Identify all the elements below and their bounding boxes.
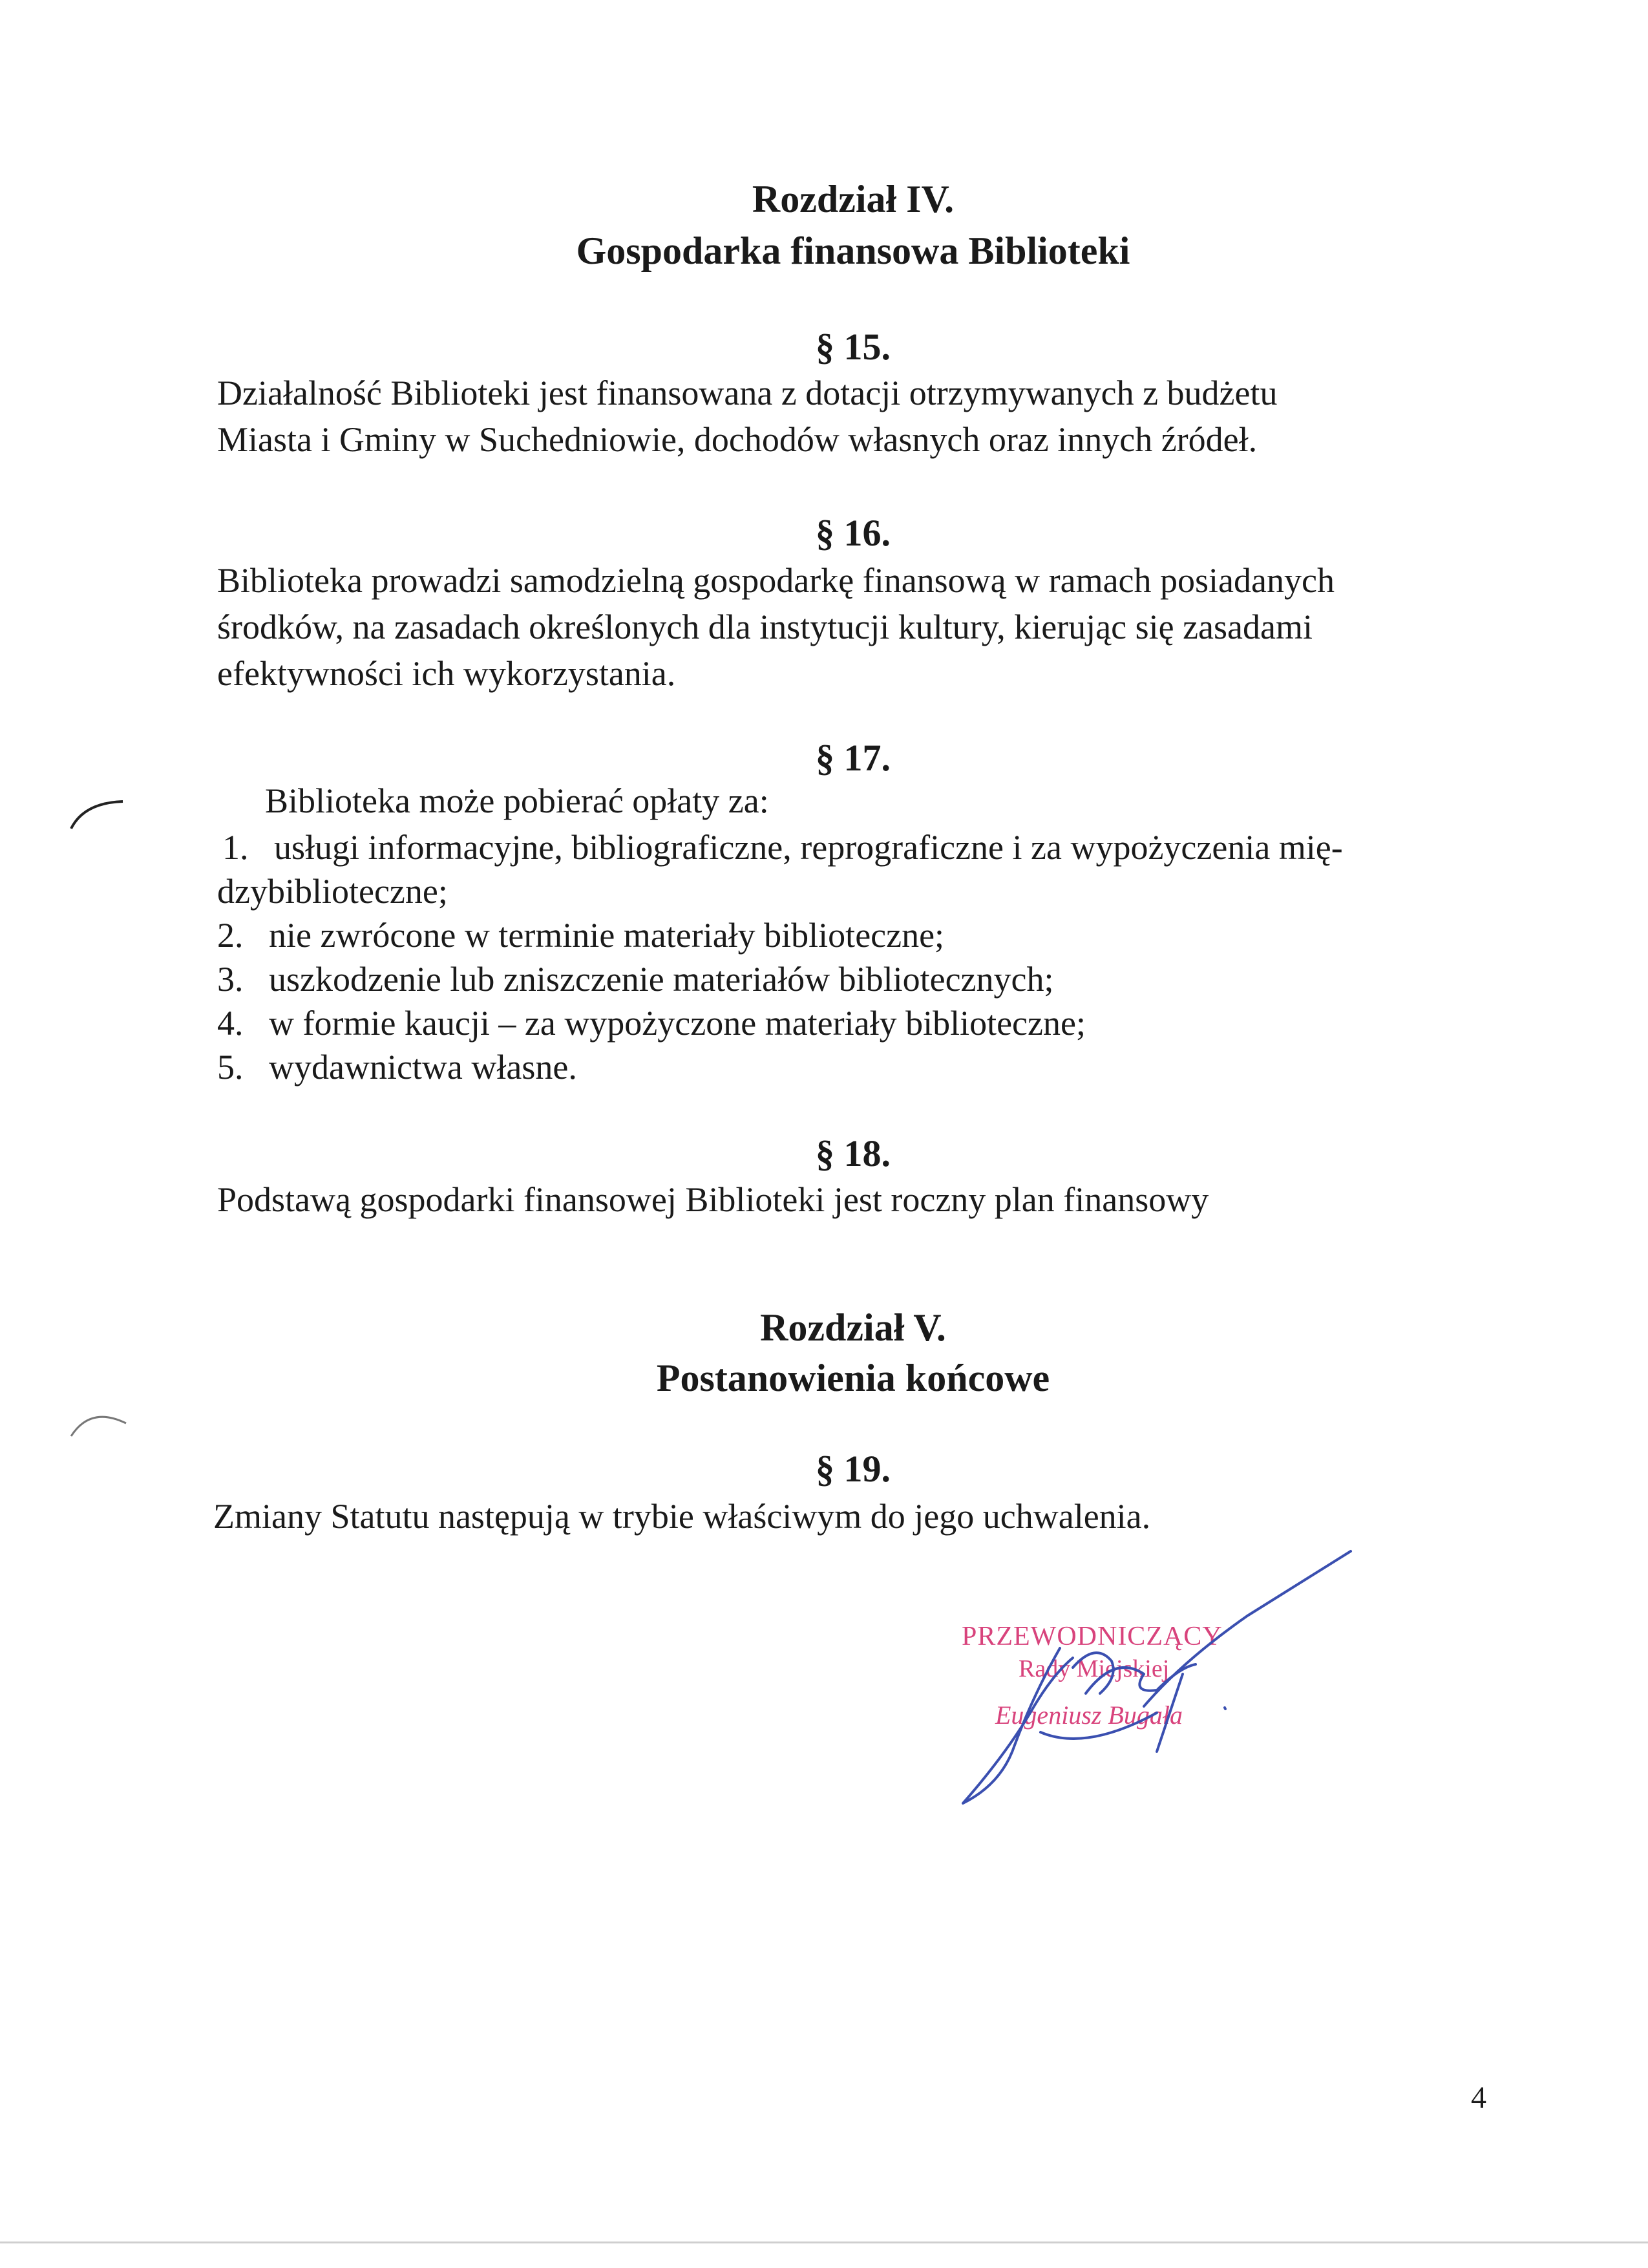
list-item-text: uszkodzenie lub zniszczenie materiałów bibliotecznych; bbox=[269, 960, 1054, 999]
list-item-number: 2. bbox=[217, 916, 244, 955]
page-number: 4 bbox=[1471, 2081, 1486, 2115]
list-item-number: 1. bbox=[222, 828, 249, 867]
chapter-5-title: Rozdział V. bbox=[760, 1306, 946, 1349]
list-item-continuation: dzybiblioteczne; bbox=[217, 872, 448, 911]
chapter-4-title: Rozdział IV. bbox=[752, 178, 955, 220]
chapter-5-subtitle: Postanowienia końcowe bbox=[656, 1357, 1050, 1399]
section-17-mark: § 17. bbox=[816, 737, 891, 779]
scan-edge-line bbox=[0, 2242, 1648, 2243]
list-item bbox=[222, 830, 1579, 869]
section-17-intro: Biblioteka może pobierać opłaty za: bbox=[265, 781, 769, 820]
list-item-text: nie zwrócone w terminie materiały biblioteczne; bbox=[269, 916, 945, 955]
list-item-text: w formie kaucji – za wypożyczone materiały biblioteczne; bbox=[269, 1004, 1086, 1043]
section-16-text bbox=[217, 557, 1335, 697]
list-item-number: 4. bbox=[217, 1004, 244, 1043]
section-19-text: Zmiany Statutu następują w trybie właściwym do jego uchwalenia. bbox=[213, 1497, 1151, 1536]
section-19-mark: § 19. bbox=[816, 1448, 891, 1490]
section-16-line-3: efektywności ich wykorzystania. bbox=[217, 654, 676, 693]
list-item bbox=[217, 962, 1574, 1001]
list-item bbox=[217, 1006, 1574, 1044]
list-item bbox=[217, 1050, 1574, 1088]
punch-hole-mark-upper bbox=[65, 795, 136, 834]
section-15-text bbox=[217, 370, 1278, 463]
list-item bbox=[217, 918, 1574, 957]
section-15-mark: § 15. bbox=[816, 326, 891, 368]
section-16-mark: § 16. bbox=[816, 512, 891, 554]
section-15-line-2: Miasta i Gminy w Suchedniowie, dochodów własnych oraz innych źródeł. bbox=[217, 420, 1258, 459]
section-15-line-1: Działalność Biblioteki jest finansowana z dotacji otrzymywanych z budżetu bbox=[217, 374, 1278, 412]
list-item-number: 3. bbox=[217, 960, 244, 999]
section-16-line-2: środków, na zasadach określonych dla instytucji kultury, kierując się zasadami bbox=[217, 608, 1313, 646]
chapter-4-subtitle: Gospodarka finansowa Biblioteki bbox=[576, 229, 1130, 272]
list-item-text: usługi informacyjne, bibliograficzne, reprograficzne i za wypożyczenia mię- bbox=[274, 828, 1343, 867]
punch-hole-mark-lower bbox=[65, 1403, 136, 1441]
section-18-mark: § 18. bbox=[816, 1132, 891, 1174]
section-18-text: Podstawą gospodarki finansowej Biblioteki jest roczny plan finansowy bbox=[217, 1180, 1209, 1219]
list-item-text: wydawnictwa własne. bbox=[269, 1048, 577, 1086]
stamp-body: Rady Miejskiej bbox=[1019, 1655, 1170, 1682]
list-item-number: 5. bbox=[217, 1048, 244, 1086]
stamp-name: Eugeniusz Bugała bbox=[995, 1701, 1183, 1730]
stamp-role: PRZEWODNICZĄCY bbox=[962, 1622, 1223, 1651]
section-16-line-1: Biblioteka prowadzi samodzielną gospodarkę finansową w ramach posiadanych bbox=[217, 561, 1335, 600]
handwritten-signature bbox=[937, 1538, 1389, 1823]
